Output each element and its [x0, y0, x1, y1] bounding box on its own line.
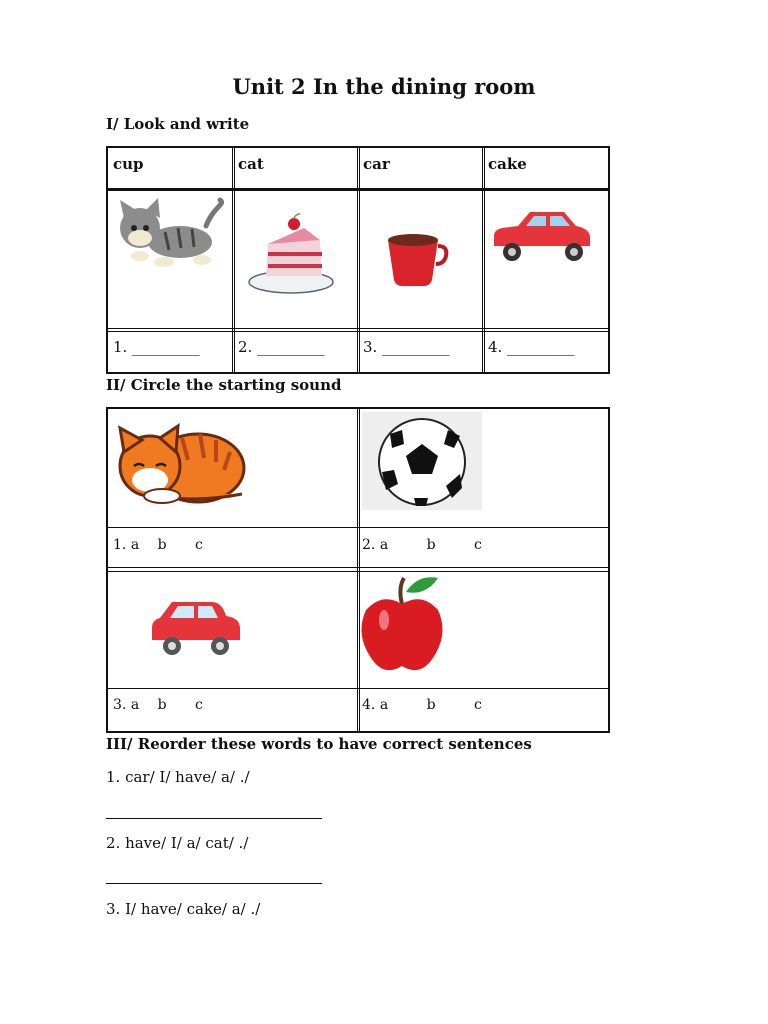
option-row-3 — [113, 697, 203, 713]
option-b: b — [157, 697, 167, 713]
option-c: c — [195, 537, 203, 553]
option-a: a — [379, 697, 389, 713]
header-divider — [108, 188, 608, 191]
option-c: c — [474, 537, 482, 553]
blank-2: 2. _________ — [238, 338, 325, 356]
option-row-2 — [362, 537, 482, 553]
option-row-1 — [113, 537, 203, 553]
sentence-1: 1. car/ I/ have/ a/ ./ — [106, 768, 250, 786]
gray-cat-image — [110, 196, 226, 274]
blank-4: 4. _________ — [488, 338, 575, 356]
sentence-3: 3. I/ have/ cake/ a/ ./ — [106, 900, 261, 918]
option-number: 3. — [113, 697, 127, 713]
blank-3: 3. _________ — [363, 338, 450, 356]
word-cake: cake — [488, 155, 527, 173]
option-row-4 — [362, 697, 482, 713]
section-3-heading: III/ Reorder these words to have correct sentences — [106, 735, 532, 753]
row-divider — [108, 571, 608, 572]
small-red-car-image — [148, 598, 244, 658]
row-divider — [108, 527, 608, 528]
answer-line-1 — [106, 818, 322, 819]
option-number: 2. — [362, 537, 376, 553]
option-a: a — [130, 537, 140, 553]
column-divider — [482, 148, 483, 372]
option-b: b — [426, 537, 436, 553]
word-car: car — [363, 155, 390, 173]
red-car-image — [490, 210, 596, 264]
soccer-ball-image — [362, 412, 482, 510]
page-title: Unit 2 In the dining room — [232, 74, 536, 99]
column-divider — [232, 148, 233, 372]
column-divider — [357, 148, 358, 372]
row-divider — [108, 567, 608, 568]
row-divider — [108, 331, 608, 332]
option-b: b — [157, 537, 167, 553]
option-a: a — [130, 697, 140, 713]
sentence-2: 2. have/ I/ a/ cat/ ./ — [106, 834, 249, 852]
option-number: 1. — [113, 537, 127, 553]
section-1-heading: I/ Look and write — [106, 115, 250, 133]
cake-slice-image — [246, 214, 336, 296]
option-a: a — [379, 537, 389, 553]
row-divider — [108, 688, 608, 689]
blank-1: 1. _________ — [113, 338, 200, 356]
option-b: b — [426, 697, 436, 713]
red-cup-image — [384, 226, 448, 286]
red-apple-image — [360, 574, 446, 674]
word-cat: cat — [238, 155, 264, 173]
orange-cat-image — [112, 414, 248, 506]
column-divider — [357, 409, 358, 731]
section-2-heading: II/ Circle the starting sound — [106, 376, 342, 394]
word-cup: cup — [113, 155, 144, 173]
row-divider — [108, 328, 608, 329]
option-c: c — [474, 697, 482, 713]
option-number: 4. — [362, 697, 376, 713]
answer-line-2 — [106, 883, 322, 884]
option-c: c — [195, 697, 203, 713]
